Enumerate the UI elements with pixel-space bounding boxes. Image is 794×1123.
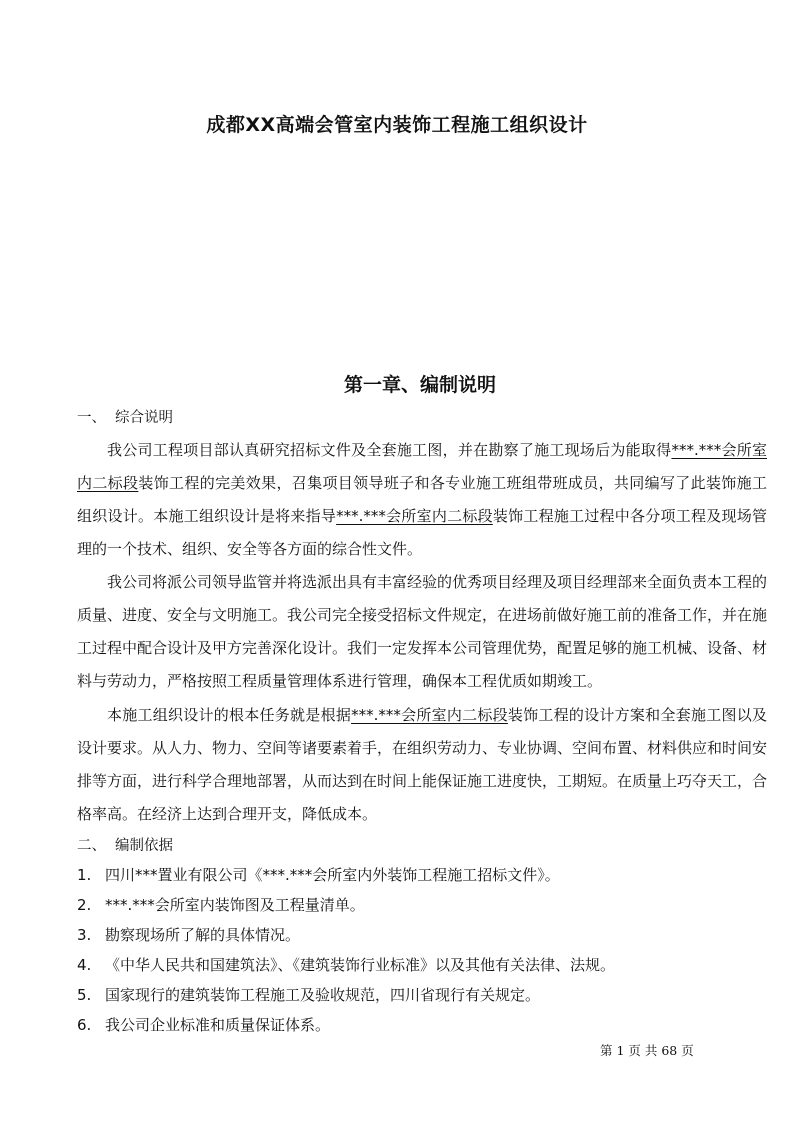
list-item [77,954,615,975]
list-number: 1. [77,866,92,884]
list-item [77,984,540,1005]
list-number: 4. [77,956,92,974]
section-number: 一、 [77,410,106,426]
paragraph-text: 本施工组织设计的根本任务就是根据 [107,706,352,724]
list-item [77,1014,330,1035]
paragraph-text: 装饰工程的设计方案和全套施工图以及设计要求。从人力、物力、空间等诸要素着手，在组织劳动力、专业协调、空间布置、材料供应和时间安排等方面，进行科学合理地部署，从而达到在时间上能保证施工进度快，工期短。在质量上巧夺天工，合格率高。在经济上达到合理开支，降低成本。 [77,706,768,823]
page-number-footer: 第 1 页 共 68 页 [600,1043,694,1058]
list-text: 《中华人民共和国建筑法》、《建筑装饰行业标准》以及其他有关法律、法规。 [105,956,616,974]
document-title: 成都XX高端会管室内装饰工程施工组织设计 [206,114,588,136]
list-number: 2. [77,896,92,914]
list-text: ***.***会所室内装饰图及工程量清单。 [105,896,365,914]
section-heading-overview [77,406,173,427]
list-number: 6. [77,1016,92,1034]
list-number: 3. [77,926,92,944]
project-name-underlined: ***.***会所室内二标段 [77,441,767,492]
project-name-underlined: ***.***会所室内二标段 [336,507,493,525]
paragraph-overview-3 [77,699,767,831]
list-text: 我公司企业标准和质量保证体系。 [105,1016,331,1034]
list-item [77,894,365,915]
list-text: 四川***置业有限公司《***.***会所室内外装饰工程施工招标文件》。 [105,866,560,884]
list-item [77,924,300,945]
section-number: 二、 [77,838,106,854]
section-heading-text: 编制依据 [115,838,173,854]
section-heading-text: 综合说明 [115,410,173,426]
paragraph-overview-1 [77,434,767,566]
section-heading-basis [77,834,173,855]
chapter-title: 第一章、编制说明 [343,374,496,396]
list-text: 勘察现场所了解的具体情况。 [105,926,301,944]
paragraph-text: 装饰工程的完美效果，召集项目领导班子和各专业施工班组带班成员，共同编写了此装饰施工组织设计。本施工组织设计是将来指导 [77,474,767,525]
list-item [77,864,560,885]
list-number: 5. [77,986,92,1004]
paragraph-text: 装饰工程施工过程中各分项工程及现场管理的一个技术、组织、安全等各方面的综合性文件。 [77,507,767,558]
project-name-underlined: ***.***会所室内二标段 [351,706,508,724]
paragraph-text: 我公司工程项目部认真研究招标文件及全套施工图，并在勘察了施工现场后为能取得 [107,441,672,459]
list-text: 国家现行的建筑装饰工程施工及验收规范，四川省现行有关规定。 [105,986,541,1004]
paragraph-overview-2: 我公司将派公司领导监管并将选派出具有丰富经验的优秀项目经理及项目经理部来全面负责本工程的质量、进度、安全与文明施工。我公司完全接受招标文件规定，在进场前做好施工前的准备工作，并在施工过程中配合设计及甲方完善深化设计。我们一定发挥本公司管理优势，配置足够的施工机械、设备、材料与劳动力，严格按照工程质量管理体系进行管理，确保本工程优质如期竣工。 [77,573,768,690]
